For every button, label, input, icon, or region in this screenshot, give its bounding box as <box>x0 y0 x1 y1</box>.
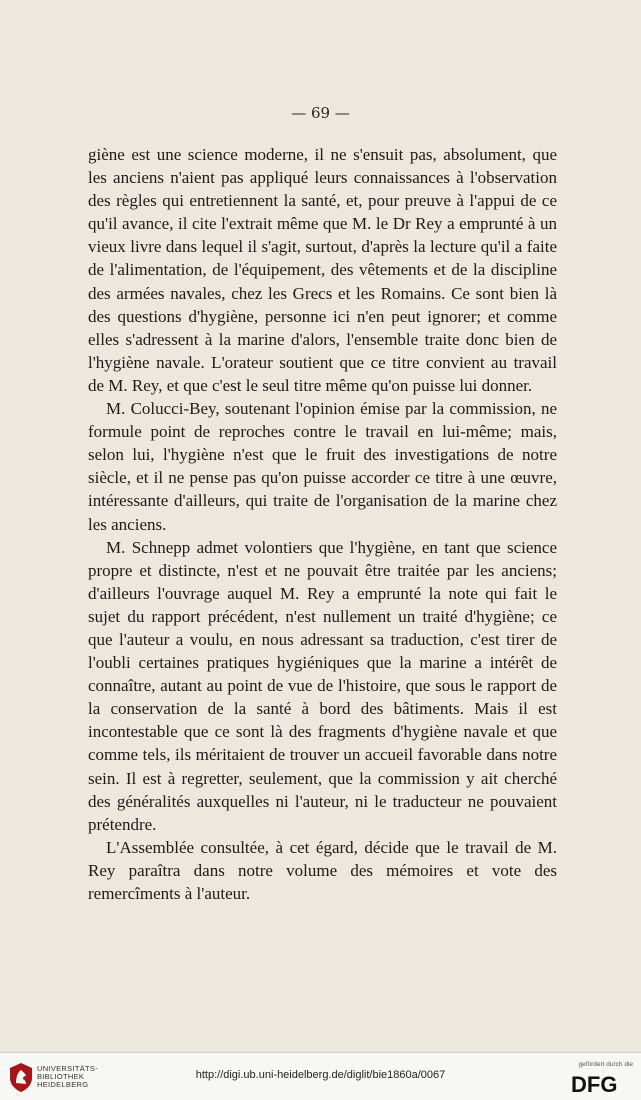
library-name-line-3: HEIDELBERG <box>37 1080 89 1090</box>
body-text <box>88 143 557 905</box>
dfg-logo-text: DFG <box>571 1073 618 1095</box>
viewer-footer <box>0 1052 641 1100</box>
paragraph-4: L'Assemblée consultée, à cet égard, décide que le travail de M. Rey paraîtra dans notre volume des mémoires et vote des remercîments à l'auteur. <box>88 837 557 903</box>
permalink-link[interactable]: http://digi.ub.uni-heidelberg.de/diglit/bie1860a/0067 <box>195 1069 446 1081</box>
library-name-line-1: UNIVERSITÄTS- <box>37 1064 98 1073</box>
permalink <box>0 1069 641 1081</box>
sponsor-text: gefördert durch die <box>578 1061 633 1068</box>
paragraph-3: M. Schnepp admet volontiers que l'hygiène, en tant que science propre et distincte, n'est et ne pouvait être traitée par les anciens; d'ailleurs l'ouvrage auquel M. Rey a emprunté la note qui fait le sujet du rapport précédent, n'est nullement un traité d'hygiène; ce que l'auteur a voulu, en nous adressant sa traduction, c'est tirer de l'oubli certaines pratiques hygiéniques que la marine a intérêt de connaître, autant au point de vue de l'histoire, que sous le rapport de la conservation de la santé à bord des bâtiments. Mais il est incontestable que ce sont là des fragments d'hygiène navale et que comme tels, ils méritaient de trouver un accueil favorable dans notre sein. Il est à regretter, seulement, que la commission y ait cherché des généralités auxquelles ni l'auteur, ni le traducteur ne pouvaient prétendre. <box>88 537 557 834</box>
library-name-line-2: BIBLIOTHEK <box>37 1072 85 1082</box>
paragraph-1: giène est une science moderne, il ne s'ensuit pas, absolument, que les anciens n'aient pas appliqué leurs connaissances à l'observation des règles qui entretiennent la santé, et, pour preuve à l'appui de ce qu'il avance, il cite l'extrait même que M. le Dr Rey a emprunté à un vieux livre dans lequel il s'agit, surtout, d'après la lecture qu'il a faite de l'alimentation, de l'équipement, des vêtements et de la discipline des armées navales, chez les Grecs et les Romains. Ce sont bien là des questions d'hygiène, personne ici n'en peut ignorer; et comme elles s'adressent à la marine d'alors, l'ensemble traite donc bien de l'hygiène navale. L'orateur soutient que ce titre convient au travail de M. Rey, et que c'est le seul titre même qu'on puisse lui donner. <box>88 145 557 395</box>
page-number: — 69 — <box>291 104 350 122</box>
dfg-logo[interactable] <box>571 1073 633 1095</box>
paragraph-2: M. Colucci-Bey, soutenant l'opinion émise par la commission, ne formule point de reproches contre le travail en lui-même; mais, selon lui, l'hygiène n'est que le fruit des investigations de notre siècle, et il ne pense pas qu'on puisse accorder ce titre à une œuvre, intéressante d'ailleurs, qui traite de l'organisation de la marine chez les anciens. <box>88 399 557 534</box>
